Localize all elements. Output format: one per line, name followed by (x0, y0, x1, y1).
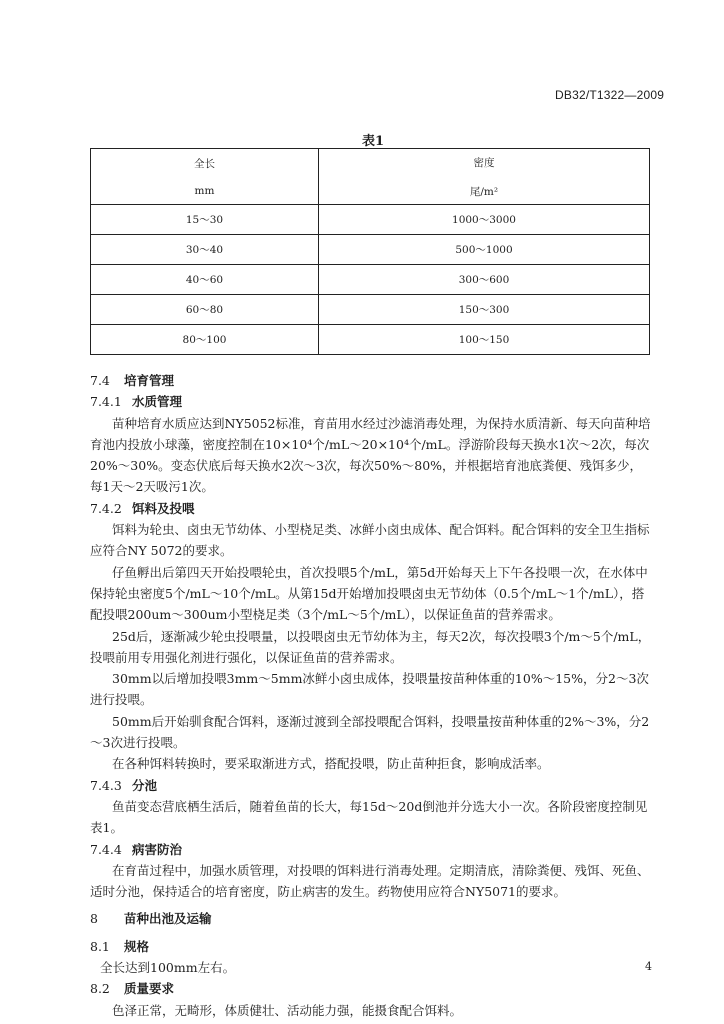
paragraph: 25d后，逐渐减少轮虫投喂量，以投喂卤虫无节幼体为主，每天2次，每次投喂3个/m～5个/mL，投喂前用专用强化剂进行强化，以保证鱼苗的营养需求。 (90, 628, 651, 665)
section-number: 7.4.4 (90, 841, 122, 857)
paragraph: 50mm后开始驯食配合饵料，逐渐过渡到全部投喂配合饵料，投喂量按苗种体重的2%～3%，分2～3次进行投喂。 (90, 713, 650, 751)
density-cell: 100～150 (319, 325, 650, 355)
paragraph: 30mm以后增加投喂3mm～5mm冰鲜小卤虫成体，投喂量按苗种体重的10%～15%，分2～3次进行投喂。 (90, 671, 649, 708)
density-header-unit: 尾/m² (469, 185, 499, 198)
density-cell: 1000～3000 (319, 205, 650, 235)
section-heading-8 (90, 908, 652, 929)
section-number: 7.4.1 (90, 394, 122, 410)
section-title: 规格 (124, 938, 150, 954)
table-row (91, 265, 650, 295)
section-heading-8-2 (90, 978, 652, 999)
section-number: 8 (90, 911, 98, 927)
paragraph: 全长达到100mm左右。 (100, 960, 236, 976)
density-header (319, 149, 650, 205)
density-cell: 300～600 (319, 265, 650, 295)
paragraph: 色泽正常，无畸形，体质健壮、活动能力强，能摄食配合饵料。 (112, 1002, 463, 1018)
section-title: 苗种出池及运输 (124, 911, 212, 927)
paragraph: 苗种培育水质应达到NY5052标准，育苗用水经过沙滤消毒处理，为保持水质清新、每天向苗种培育池内投放小球藻，密度控制在10×10⁴个/mL～20×10⁴个/mL。浮游阶段每天换水1次～2次，每次20%～30%。变态伏底后每天换水2次～3次，每次50%～80%，并根据培育池底粪便、残饵多少，每1天～2天吸污1次。 (90, 415, 651, 495)
paragraph: 仔鱼孵出后第四天开始投喂轮虫，首次投喂5个/mL，第5d开始每天上下午各投喂一次，在水体中保持轮虫密度5个/mL～10个/mL。从第15d开始增加投喂卤虫无节幼体（0.5个/mL～1个/mL），搭配投喂200um～300um小型桡足类（3个/mL～5个/mL），以保证鱼苗的营养需求。 (90, 564, 648, 623)
section-title: 病害防治 (132, 841, 183, 857)
table-row (91, 325, 650, 355)
length-header-unit: mm (194, 185, 215, 197)
section-heading-7-4-4 (90, 839, 652, 860)
paragraph: 鱼苗变态营底栖生活后，随着鱼苗的长大，每15d～20d倒池并分选大小一次。各阶段密度控制见表1。 (90, 798, 648, 836)
table-header-row (91, 149, 650, 205)
table-row (91, 235, 650, 265)
section-title: 水质管理 (132, 394, 183, 410)
section-title: 培育管理 (124, 373, 175, 388)
density-table (90, 148, 650, 355)
length-header (91, 149, 319, 205)
section-number: 7.4.3 (90, 777, 122, 793)
page-number: 4 (645, 960, 652, 973)
section-number: 7.4 (90, 373, 110, 388)
paragraph: 饵料为轮虫、卤虫无节幼体、小型桡足类、冰鲜小卤虫成体、配合饵料。配合饵料的安全卫生指标应符合NY 5072的要求。 (90, 522, 650, 559)
section-heading-7-4-3 (90, 775, 652, 796)
table-row (91, 205, 650, 235)
section-number: 8.2 (90, 981, 110, 997)
table-caption: 表1 (362, 134, 385, 149)
section-number: 8.1 (90, 938, 110, 954)
section-title: 饵料及投喂 (132, 500, 195, 516)
paragraph: 在各种饵料转换时，要采取渐进方式，搭配投喂，防止苗种拒食，影响成活率。 (112, 756, 550, 772)
density-cell: 150～300 (319, 295, 650, 325)
table-row (91, 295, 650, 325)
length-cell: 30～40 (91, 235, 319, 265)
section-title: 分池 (132, 777, 158, 793)
density-header-label: 密度 (473, 156, 495, 169)
length-cell: 60～80 (91, 295, 319, 325)
section-heading-8-1 (90, 936, 652, 957)
section-number: 7.4.2 (90, 500, 122, 516)
section-heading-7-4-1 (90, 391, 652, 412)
section-title: 质量要求 (124, 981, 175, 997)
length-cell: 80～100 (91, 325, 319, 355)
length-cell: 40～60 (91, 265, 319, 295)
section-heading-7-4 (90, 370, 652, 391)
density-cell: 500～1000 (319, 235, 650, 265)
document-body (90, 370, 652, 1021)
section-heading-7-4-2 (90, 498, 652, 519)
length-cell: 15～30 (91, 205, 319, 235)
length-header-label: 全长 (194, 158, 215, 170)
standard-code: DB32/T1322—2009 (555, 88, 665, 102)
paragraph: 在育苗过程中，加强水质管理，对投喂的饵料进行消毒处理。定期清底，清除粪便、残饵、死鱼、适时分池，保持适合的培育密度，防止病害的发生。药物使用应符合NY5071的要求。 (90, 862, 650, 900)
